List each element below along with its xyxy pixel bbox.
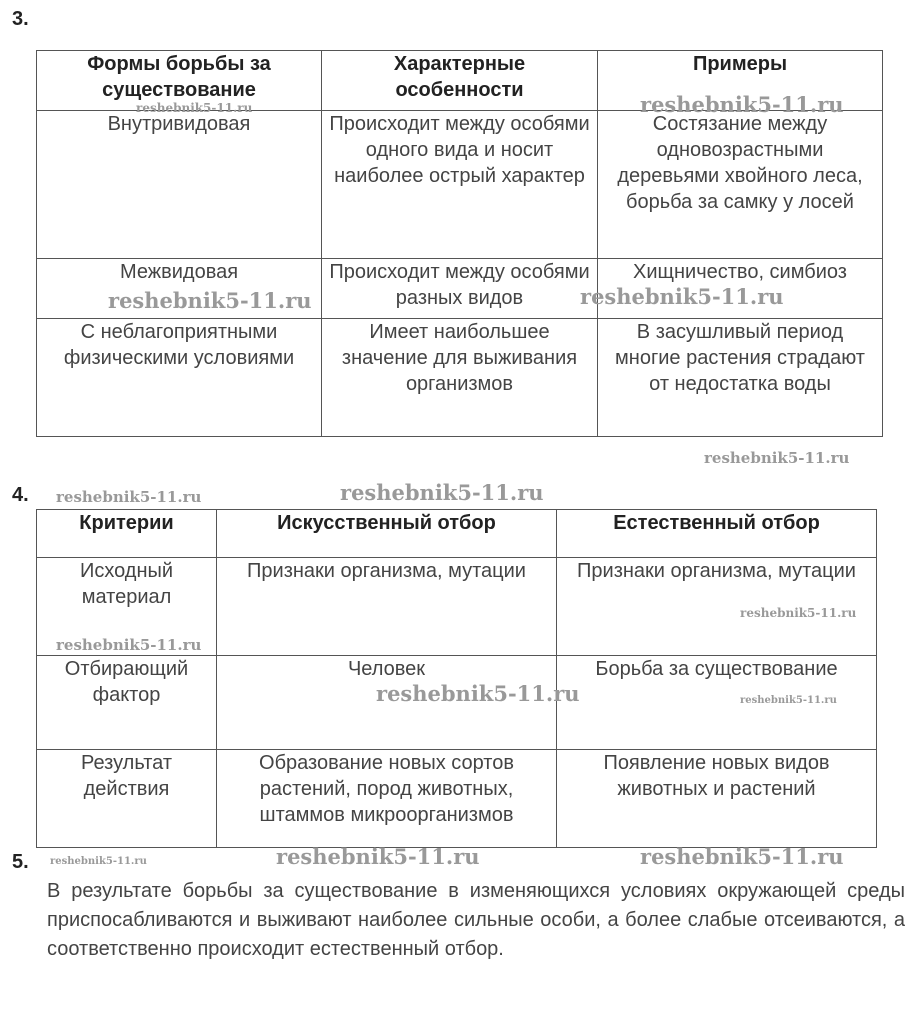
watermark: reshebnik5-11.ru xyxy=(50,856,147,867)
table-cell: Имеет наибольшее значение для выживания организмов xyxy=(322,319,598,437)
table-cell: Человек xyxy=(217,656,557,750)
watermark: reshebnik5-11.ru xyxy=(740,606,857,620)
table-cell: С неблагоприятными физическими условиями xyxy=(37,319,322,437)
table-header-row xyxy=(37,510,877,558)
table-cell: Появление новых видов животных и растений xyxy=(557,750,877,848)
table-cell: Образование новых сортов растений, пород животных, штаммов микроорганизмов xyxy=(217,750,557,848)
table-cell: Отбирающий фактор xyxy=(37,656,217,750)
header-cell: Искусственный отбор xyxy=(217,510,557,558)
watermark: reshebnik5-11.ru xyxy=(136,101,253,115)
table-row xyxy=(37,111,883,259)
watermark: reshebnik5-11.ru xyxy=(108,288,312,313)
header-cell: Характерные особенности xyxy=(322,51,598,111)
table-cell: Борьба за существование xyxy=(557,656,877,750)
table-cell: Межвидовая xyxy=(37,259,322,319)
watermark: reshebnik5-11.ru xyxy=(704,449,850,467)
table-cell: Состязание между одновозрастными деревьями хвойного леса, борьба за самку у лосей xyxy=(598,111,883,259)
task-4-table xyxy=(36,509,877,848)
table-cell: В засушливый период многие растения страдают от недостатка воды xyxy=(598,319,883,437)
header-cell: Примеры xyxy=(598,51,883,111)
table-cell: Внутривидовая xyxy=(37,111,322,259)
watermark: reshebnik5-11.ru xyxy=(56,636,202,654)
header-cell: Формы борьбы за существование xyxy=(37,51,322,111)
table-row xyxy=(37,319,883,437)
header-cell: Критерии xyxy=(37,510,217,558)
header-cell: Естественный отбор xyxy=(557,510,877,558)
watermark: reshebnik5-11.ru xyxy=(580,284,784,309)
watermark: reshebnik5-11.ru xyxy=(640,844,844,869)
task-4-number: 4. xyxy=(12,484,29,506)
task-3-number: 3. xyxy=(12,8,29,30)
watermark: reshebnik5-11.ru xyxy=(740,695,837,706)
task-5-answer-text: В результате борьбы за существование в изменяющихся условиях окружающей среды приспосабливаются и выживают наиболее сильные особи, а более слабые отсеиваются, а соответственно происходит естественный отбор. xyxy=(47,880,905,960)
task-5-number: 5. xyxy=(12,851,29,873)
table-cell: Происходит между особями одного вида и носит наиболее острый характер xyxy=(322,111,598,259)
table-cell: Признаки организма, мутации xyxy=(557,558,877,656)
table-cell: Результат действия xyxy=(37,750,217,848)
table-row xyxy=(37,750,877,848)
watermark: reshebnik5-11.ru xyxy=(640,92,844,117)
watermark: reshebnik5-11.ru xyxy=(340,480,544,505)
table-cell: Признаки организма, мутации xyxy=(217,558,557,656)
watermark: reshebnik5-11.ru xyxy=(276,844,480,869)
watermark: reshebnik5-11.ru xyxy=(56,488,202,506)
watermark: reshebnik5-11.ru xyxy=(376,681,580,706)
table-cell: Хищничество, симбиоз xyxy=(598,259,883,319)
table-cell: Исходный материал xyxy=(37,558,217,656)
table-cell: Происходит между особями разных видов xyxy=(322,259,598,319)
